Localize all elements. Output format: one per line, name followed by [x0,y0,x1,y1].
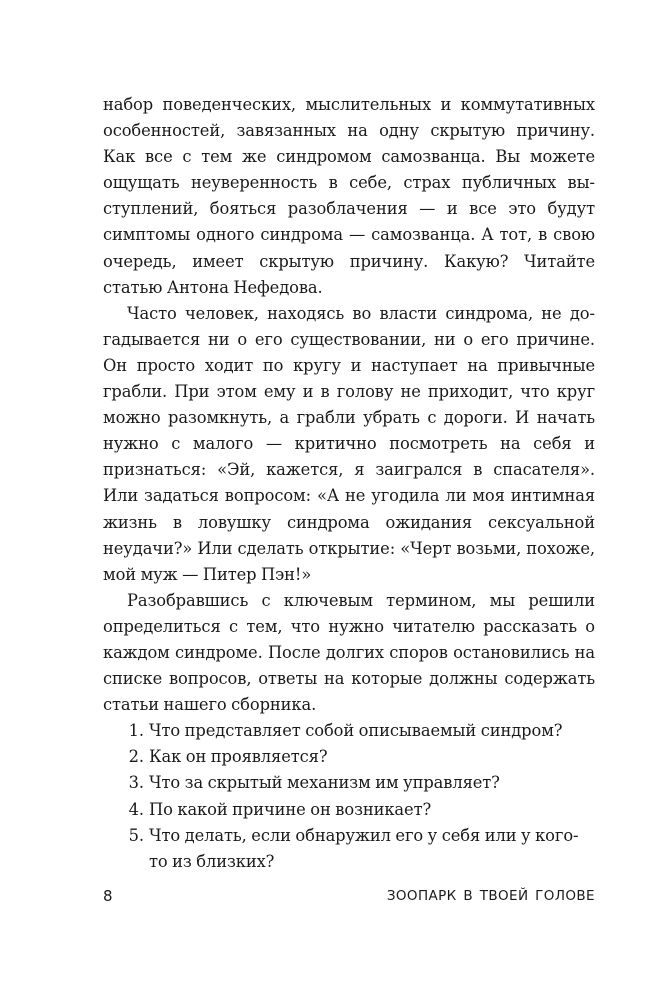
questions-list [103,718,595,875]
list-item-number: 4. [128,799,144,819]
page-body [103,92,595,875]
list-item [103,718,595,744]
list-item-number: 2. [128,747,144,767]
paragraph-2: Часто человек, находясь во власти синдрома, не догадывается ни о его существовании, ни о его причине. Он просто ходит по кругу и наступает на привычные грабли. При этом ему и в голову не приходит, что круг можно разомкнуть, а грабли убрать с дороги. И начать нужно с малого — критично посмотреть на себя и признаться: «Эй, кажется, я заигрался в спасателя». Или задаться вопросом: «А не угодила ли моя интимная жизнь в ловушку синдрома ожидания сексуальной неудачи?» Или сделать открытие: «Черт возьми, похоже, мой муж — Питер Пэн!» [103,303,595,584]
list-item-number: 3. [128,773,144,793]
list-item [103,770,595,796]
list-item-text: Что делать, если обнаружил его у себя или у кого-то из близких? [149,825,579,871]
list-item-text: Что за скрытый механизм им управляет? [149,773,500,793]
page-number: 8 [103,887,113,905]
paragraph-1: набор поведенческих, мыслительных и коммутативных особенностей, завязанных на одну скрытую причину. Как все с тем же синдромом самозванца. Вы можете ощущать неуверенность в себе, страх публичных выступлений, бояться разоблачения — и все это будут симптомы одного синдрома — самозванца. А тот, в свою очередь, имеет скрытую причину. Какую? Читайте статью Антона Нефедова. [103,95,595,297]
paragraph-3: Разобравшись с ключевым термином, мы решили определиться с тем, что нужно читателю рассказать о каждом синдроме. После долгих споров остановились на списке вопросов, ответы на которые должны содержать статьи нашего сборника. [103,590,595,715]
list-item-text: Как он проявляется? [149,747,328,767]
page-footer [103,885,595,907]
list-item [103,823,595,875]
running-title: ЗООПАРК В ТВОЕЙ ГОЛОВЕ [386,888,595,904]
list-item [103,744,595,770]
list-item-number: 1. [128,721,144,741]
list-item-text: По какой причине он возникает? [149,799,432,819]
list-item-text: Что представляет собой описываемый синдром? [149,721,563,741]
list-item-number: 5. [128,825,144,845]
list-item [103,797,595,823]
